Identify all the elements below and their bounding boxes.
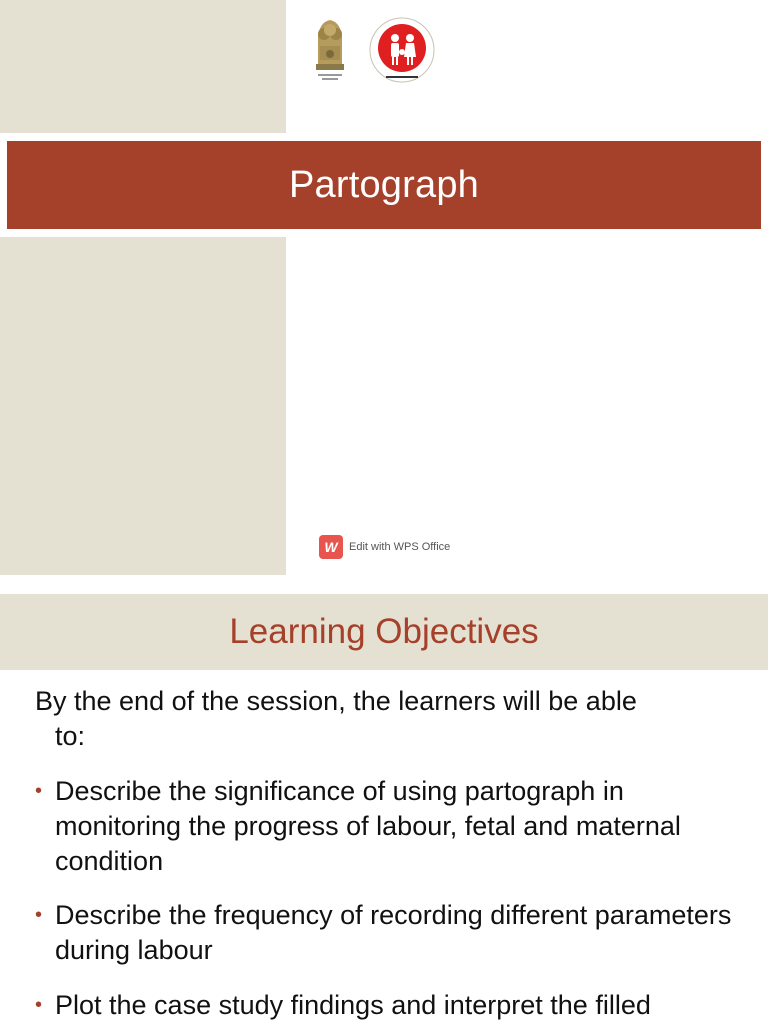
title-banner xyxy=(7,141,761,229)
bottom-left-decor-panel xyxy=(0,237,286,575)
section-heading: Learning Objectives xyxy=(229,612,539,651)
national-emblem-icon xyxy=(306,14,354,86)
slide-title: Partograph xyxy=(288,163,479,206)
top-left-decor-panel xyxy=(0,0,286,133)
intro-line-1: By the end of the session, the learners will be able xyxy=(35,686,637,716)
bullet-icon: • xyxy=(35,904,43,926)
wps-office-badge[interactable] xyxy=(319,535,450,559)
section-heading-band xyxy=(0,594,768,670)
wps-office-label: Edit with WPS Office xyxy=(349,541,451,553)
wps-office-icon: W xyxy=(319,535,343,559)
intro-text xyxy=(35,684,735,754)
objective-item xyxy=(35,988,735,1023)
objective-text: Describe the significance of using partograph in monitoring the progress of labour, fetal and maternal condition xyxy=(55,776,681,876)
objective-item xyxy=(35,774,735,879)
objective-text: Describe the frequency of recording different parameters during labour xyxy=(55,900,732,965)
bullet-icon: • xyxy=(35,780,43,802)
bullet-icon: • xyxy=(35,994,43,1016)
national-health-mission-logo-icon xyxy=(362,14,442,86)
intro-line-2: to: xyxy=(55,721,86,751)
objective-text: Plot the case study findings and interpret the filled xyxy=(55,990,651,1020)
objective-item xyxy=(35,898,735,968)
